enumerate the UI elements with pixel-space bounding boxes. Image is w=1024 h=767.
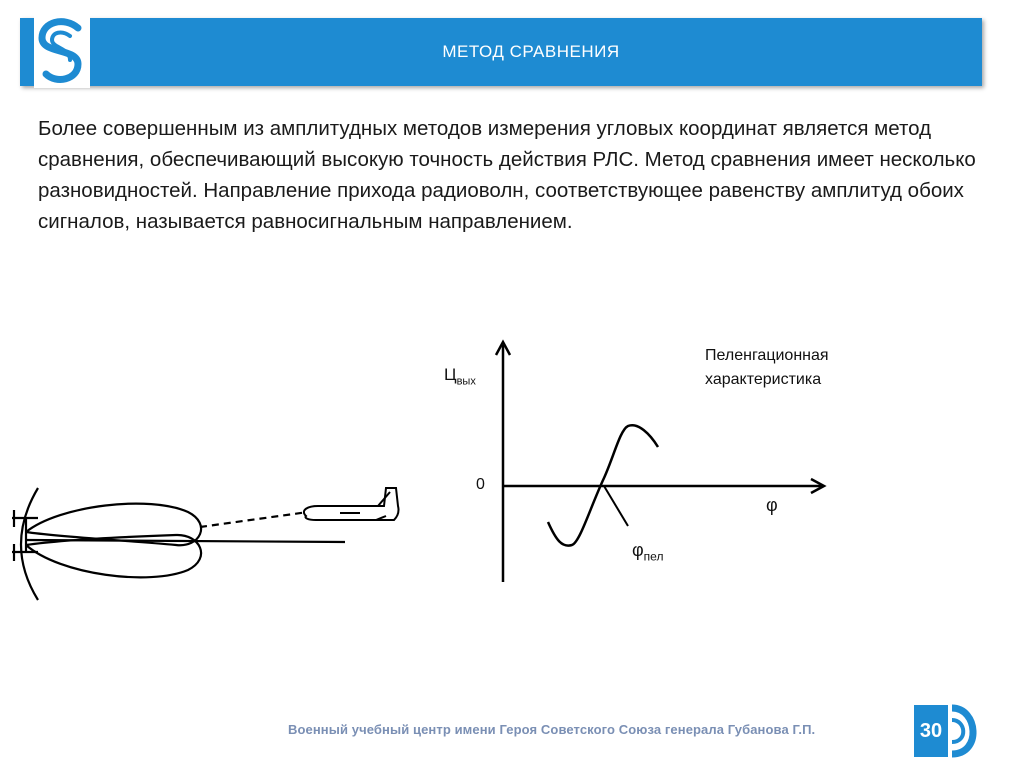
equisignal-line xyxy=(26,540,345,542)
bearing-pointer-line xyxy=(604,486,628,526)
y-axis-label-subscript: вых xyxy=(456,375,476,388)
bearing-label-main: φ xyxy=(632,540,644,560)
y-axis-label-main: Ц xyxy=(444,365,457,384)
bearing-label-subscript: пел xyxy=(643,549,664,564)
origin-label: 0 xyxy=(476,476,485,493)
page-number: 30 xyxy=(914,705,948,757)
bearing-label xyxy=(632,540,663,564)
y-axis-label xyxy=(444,365,476,387)
lobe-upper xyxy=(26,504,201,546)
aircraft-icon xyxy=(304,488,399,520)
slide-title: МЕТОД СРАВНЕНИЯ xyxy=(442,42,620,61)
antenna-lobes-diagram xyxy=(12,488,345,600)
x-axis-label: φ xyxy=(766,495,778,515)
curve-title-line2: характеристика xyxy=(705,371,822,388)
curve-title xyxy=(705,344,829,392)
footer-text: Военный учебный центр имени Героя Советского Союза генерала Губанова Г.П. xyxy=(288,722,816,737)
body-paragraph: Более совершенным из амплитудных методов измерения угловых координат является метод сравнения, обеспечивающий высокую точность действия РЛС. Метод сравнения имеет несколько разновидностей. Направление прихода радиоволн, соответствующее равенству амплитуд обоих сигналов, называется равносигнальным направлением. xyxy=(38,117,976,233)
target-direction-line xyxy=(200,512,308,527)
curve-title-line1: Пеленгационная xyxy=(705,347,829,364)
page-logo-arc-icon xyxy=(948,702,984,760)
